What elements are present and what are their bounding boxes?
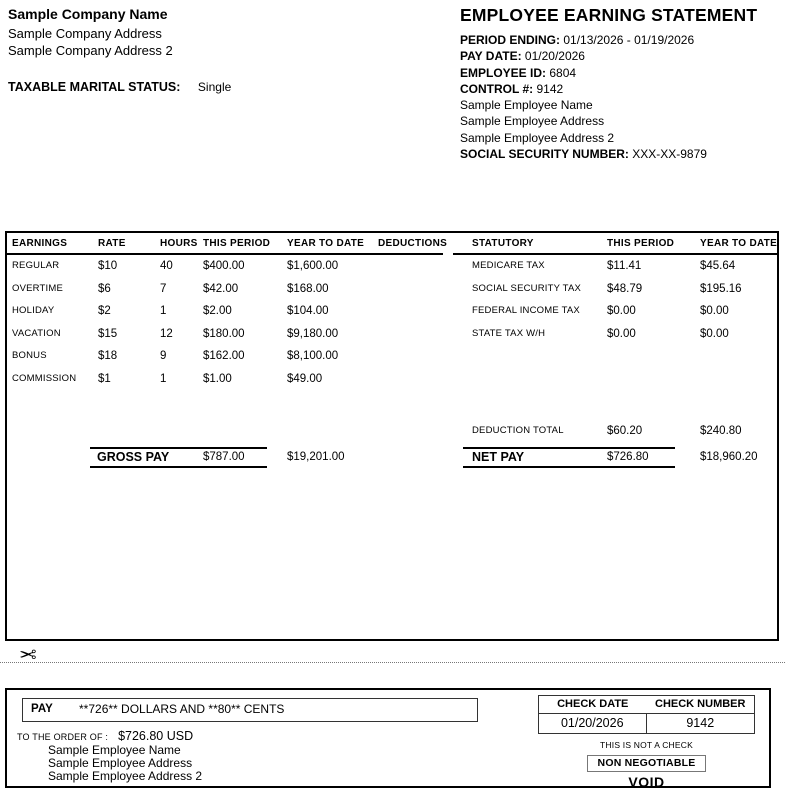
earning-ytd: $8,100.00 xyxy=(287,350,339,362)
header-deductions: DEDUCTIONS xyxy=(378,238,448,249)
earning-label: BONUS xyxy=(12,350,47,361)
header-this-period: THIS PERIOD xyxy=(203,238,271,249)
table-header-row xyxy=(7,234,777,254)
earning-label: REGULAR xyxy=(12,260,60,271)
not-a-check-text: THIS IS NOT A CHECK xyxy=(600,740,693,750)
earning-hours: 1 xyxy=(160,372,167,385)
control-number-line xyxy=(460,81,757,97)
statutory-ytd: $0.00 xyxy=(700,305,729,317)
header-statutory-year-to-date: YEAR TO DATE xyxy=(700,238,778,249)
pay-date-line xyxy=(460,48,757,64)
earning-label: COMMISSION xyxy=(12,372,77,384)
employee-id-line xyxy=(460,65,757,81)
payee-address-1: Sample Employee Address xyxy=(48,756,193,770)
statutory-label: FEDERAL INCOME TAX xyxy=(472,305,580,316)
void-text: VOID xyxy=(628,773,665,790)
earning-ytd: $104.00 xyxy=(287,305,329,317)
earning-rate: $15 xyxy=(98,327,118,340)
check-number-header: CHECK NUMBER xyxy=(655,698,746,710)
statutory-label: STATE TAX W/H xyxy=(472,327,546,339)
control-number-label: CONTROL #: xyxy=(460,81,534,96)
earning-hours: 9 xyxy=(160,350,167,362)
check-number-value: 9142 xyxy=(686,716,715,730)
statutory-ytd: $0.00 xyxy=(700,327,729,340)
company-name: Sample Company Name xyxy=(8,6,168,22)
payee-block xyxy=(48,744,202,783)
payee-address-2: Sample Employee Address 2 xyxy=(48,769,203,783)
pay-date-value: 01/20/2026 xyxy=(524,49,585,64)
marital-status-row xyxy=(8,80,231,94)
control-number-value: 9142 xyxy=(536,81,564,96)
earning-label: OVERTIME xyxy=(12,282,64,294)
to-order-row xyxy=(17,728,193,743)
earning-rate: $2 xyxy=(98,305,111,317)
header-rate: RATE xyxy=(98,238,126,249)
statutory-label: SOCIAL SECURITY TAX xyxy=(472,282,582,294)
statutory-this-period: $11.41 xyxy=(607,260,642,272)
earning-this-period: $42.00 xyxy=(203,282,239,295)
statutory-this-period: $48.79 xyxy=(607,282,643,295)
earning-label: VACATION xyxy=(12,327,61,339)
employee-name: Sample Employee Name xyxy=(460,98,593,113)
gross-pay-this-period: $787.00 xyxy=(203,451,245,463)
table-row xyxy=(7,301,777,321)
check-section xyxy=(5,688,771,788)
check-date-value: 01/20/2026 xyxy=(539,714,647,733)
employee-address-1: Sample Employee Address xyxy=(460,114,605,129)
period-ending-line xyxy=(460,32,757,48)
header-rule-right xyxy=(453,253,777,255)
earning-ytd: $168.00 xyxy=(287,282,329,295)
gross-pay-ytd: $19,201.00 xyxy=(287,451,345,463)
header-earnings: EARNINGS xyxy=(12,238,68,249)
company-block xyxy=(8,6,173,59)
check-table-value-row xyxy=(539,714,754,733)
non-negotiable-badge: NON NEGOTIABLE xyxy=(587,755,707,772)
marital-status-label: TAXABLE MARITAL STATUS: xyxy=(8,80,181,94)
earnings-statutory-table xyxy=(5,231,779,641)
cut-here-line xyxy=(0,662,785,663)
statutory-ytd: $45.64 xyxy=(700,260,736,272)
header-year-to-date: YEAR TO DATE xyxy=(287,238,365,249)
earning-rate: $18 xyxy=(98,350,118,362)
earning-this-period: $1.00 xyxy=(203,372,232,385)
statutory-this-period: $0.00 xyxy=(607,305,636,317)
earning-hours: 12 xyxy=(160,327,173,340)
earning-label: HOLIDAY xyxy=(12,305,55,316)
earning-rate: $1 xyxy=(98,372,111,385)
company-address-2: Sample Company Address 2 xyxy=(8,42,173,58)
header-hours: HOURS xyxy=(160,238,198,249)
statutory-ytd: $195.16 xyxy=(700,282,742,295)
payee-name: Sample Employee Name xyxy=(48,743,181,757)
earning-hours: 1 xyxy=(160,305,167,317)
pay-amount-box xyxy=(22,698,478,722)
employee-address-2: Sample Employee Address 2 xyxy=(460,130,615,145)
statutory-this-period: $0.00 xyxy=(607,327,636,340)
header-rule-left xyxy=(7,253,443,255)
statement-block xyxy=(460,5,757,162)
period-ending-value: 01/13/2026 - 01/19/2026 xyxy=(563,33,695,47)
table-row xyxy=(7,324,777,344)
period-ending-label: PERIOD ENDING: xyxy=(460,33,561,47)
earning-this-period: $2.00 xyxy=(203,305,232,317)
earning-this-period: $162.00 xyxy=(203,350,245,362)
ssn-value: XXX-XX-9879 xyxy=(632,147,707,162)
earning-ytd: $1,600.00 xyxy=(287,260,339,272)
pay-date-label: PAY DATE: xyxy=(460,49,522,64)
non-negotiable-wrap xyxy=(538,753,755,772)
check-table-header-row xyxy=(539,696,754,714)
check-amount: $726.80 USD xyxy=(118,729,194,743)
earning-ytd: $49.00 xyxy=(287,372,323,385)
table-row xyxy=(7,256,777,276)
deduction-total-ytd: $240.80 xyxy=(700,425,742,437)
employee-id-label: EMPLOYEE ID: xyxy=(460,65,547,80)
gross-pay-label: GROSS PAY xyxy=(97,450,170,464)
marital-status-value: Single xyxy=(197,80,232,94)
pay-label: PAY xyxy=(31,703,53,715)
earning-rate: $6 xyxy=(98,282,111,295)
earning-hours: 7 xyxy=(160,282,167,295)
employee-id-value: 6804 xyxy=(549,65,577,80)
pay-amount-words: **726** DOLLARS AND **80** CENTS xyxy=(79,702,285,716)
net-pay-this-period: $726.80 xyxy=(607,451,649,463)
earning-rate: $10 xyxy=(98,260,118,272)
statement-title: EMPLOYEE EARNING STATEMENT xyxy=(460,5,758,25)
net-pay-ytd: $18,960.20 xyxy=(700,451,758,463)
table-row xyxy=(7,369,777,389)
totals-row xyxy=(7,447,777,468)
deduction-total-label: DEDUCTION TOTAL xyxy=(472,425,564,436)
net-pay-label: NET PAY xyxy=(472,450,525,464)
company-address-1: Sample Company Address xyxy=(8,26,162,41)
check-date-header: CHECK DATE xyxy=(557,698,629,710)
statutory-label: MEDICARE TAX xyxy=(472,260,545,271)
earning-this-period: $400.00 xyxy=(203,260,245,272)
to-order-label: TO THE ORDER OF : xyxy=(17,732,109,742)
earning-hours: 40 xyxy=(160,260,173,272)
earning-ytd: $9,180.00 xyxy=(287,327,339,340)
check-meta-block xyxy=(538,695,755,790)
deduction-total-this-period: $60.20 xyxy=(607,425,643,437)
table-row xyxy=(7,279,777,299)
ssn-line xyxy=(460,146,757,162)
deduction-total-row xyxy=(7,421,777,441)
header-statutory: STATUTORY xyxy=(472,238,534,249)
earning-this-period: $180.00 xyxy=(203,327,245,340)
header-statutory-this-period: THIS PERIOD xyxy=(607,238,675,249)
ssn-label: SOCIAL SECURITY NUMBER: xyxy=(460,147,629,162)
check-date-number-table xyxy=(538,695,755,734)
table-row xyxy=(7,346,777,366)
scissors-icon: ✂ xyxy=(19,644,37,667)
